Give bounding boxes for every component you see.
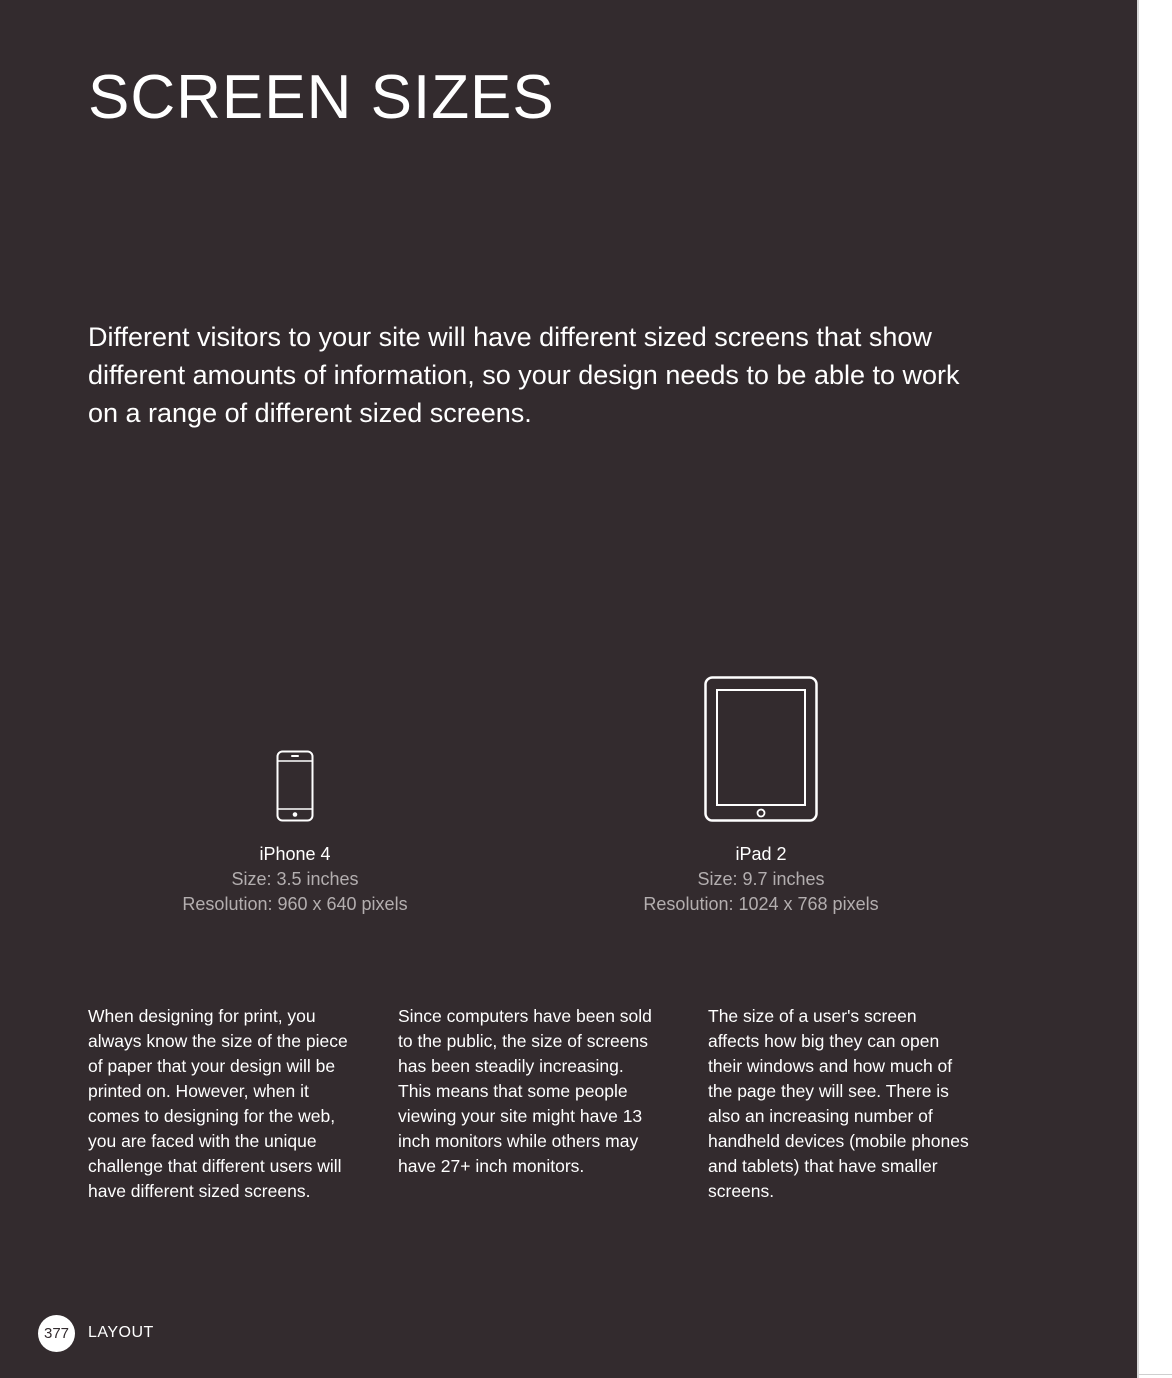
page-title: SCREEN SIZES (88, 63, 555, 132)
page-number: 377 (38, 1315, 75, 1352)
page-edge-bottom (1139, 1374, 1172, 1375)
device-resolution: Resolution: 1024 x 768 pixels (643, 894, 879, 914)
phone-icon (276, 750, 314, 822)
tablet-icon (704, 676, 818, 822)
device-name: iPad 2 (735, 844, 787, 864)
device-iphone (125, 750, 465, 917)
body-column-1: When designing for print, you always know the size of the piece of paper that your design will be printed on. However, when it comes to designing for the web, you are faced with the unique challenge that different users will have different sized screens. (88, 1006, 348, 1201)
section-label: LAYOUT (88, 1324, 154, 1341)
intro-paragraph: Different visitors to your site will have different sized screens that show different amounts of information, so your design needs to be able to work on a range of different sized screens. (88, 322, 960, 428)
device-size: Size: 3.5 inches (231, 869, 359, 889)
page-edge (1137, 0, 1139, 1378)
body-column-2: Since computers have been sold to the public, the size of screens has been steadily increasing. This means that some people viewing your site might have 13 inch monitors while others may have 27+ inch monitors. (398, 1006, 652, 1176)
body-column-3: The size of a user's screen affects how big they can open their windows and how much of the page they will see. There is also an increasing number of handheld devices (mobile phones and tablets) that have smaller screens. (708, 1006, 969, 1201)
device-size: Size: 9.7 inches (697, 869, 825, 889)
device-ipad (591, 676, 931, 917)
device-name: iPhone 4 (259, 844, 331, 864)
device-resolution: Resolution: 960 x 640 pixels (182, 894, 408, 914)
